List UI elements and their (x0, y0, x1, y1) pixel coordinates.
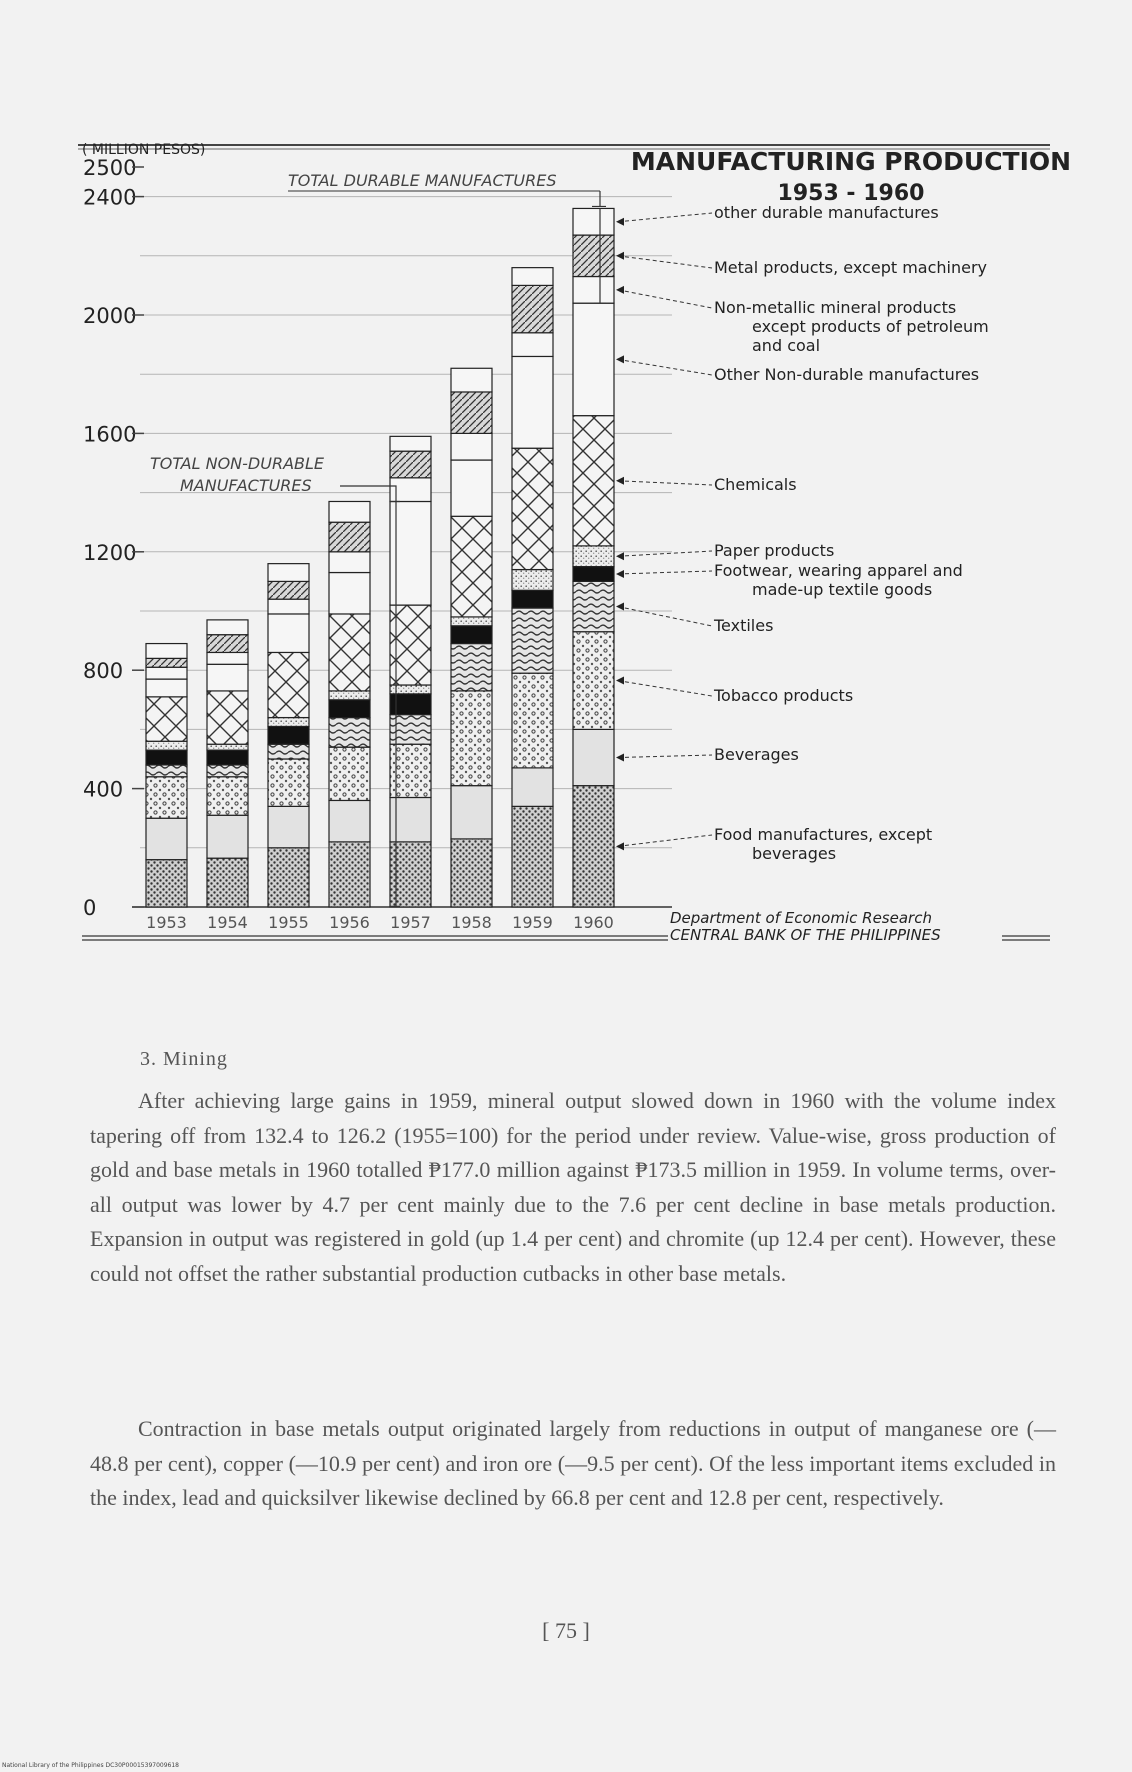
bar-segment (146, 658, 187, 667)
bar-segment (146, 765, 187, 777)
x-tick-label: 1957 (390, 913, 431, 932)
legend-leader-line (618, 755, 712, 758)
x-axis-ticks (146, 913, 614, 932)
bar-segment (268, 744, 309, 759)
bar-segment (329, 800, 370, 841)
legend-label: other durable manufactures (714, 203, 939, 222)
legend-arrowhead (616, 842, 624, 850)
bar-segment (451, 691, 492, 786)
bar-segment (146, 777, 187, 818)
legend-label: Paper products (714, 541, 835, 560)
bar-segment (573, 303, 614, 415)
chart-title: MANUFACTURING PRODUCTION (630, 147, 1072, 176)
legend-arrowhead (616, 252, 624, 260)
bar-segment (207, 635, 248, 653)
bar-segment (573, 208, 614, 235)
bar-segment (329, 522, 370, 552)
bar-segment (268, 614, 309, 652)
bar-segment (512, 356, 553, 448)
legend-label: made-up textile goods (752, 580, 933, 599)
legend-leader-line (618, 571, 712, 574)
legend (616, 203, 989, 863)
legend-arrowhead (616, 355, 624, 363)
y-tick-label: 2500 (83, 156, 137, 180)
y-tick-label: 800 (83, 659, 124, 684)
x-tick-label: 1958 (451, 913, 492, 932)
nondurable-bracket-label: TOTAL NON-DURABLE (150, 454, 325, 473)
bar-segment (451, 460, 492, 516)
bar-segment (512, 590, 553, 608)
bar-segment (329, 614, 370, 691)
bar-segment (512, 448, 553, 569)
bar-segment (207, 664, 248, 691)
legend-arrowhead (616, 570, 624, 578)
bar-segment (573, 581, 614, 631)
legend-label: Metal products, except machinery (714, 258, 988, 277)
bar-segment (329, 842, 370, 907)
legend-leader-line (618, 681, 712, 696)
legend-label: Textiles (714, 616, 774, 635)
legend-leader-line (618, 607, 712, 626)
bar-segment (329, 700, 370, 718)
bar-segment (146, 750, 187, 765)
legend-label: Tobacco products (714, 686, 854, 705)
bar-segment (268, 564, 309, 582)
x-tick-label: 1959 (512, 913, 553, 932)
bar-segment (268, 581, 309, 599)
bar-segment (573, 546, 614, 567)
bar-segment (268, 848, 309, 907)
bar-segment (451, 786, 492, 839)
bar-segment (573, 277, 614, 304)
legend-label: beverages (752, 844, 837, 863)
footer-id: National Library of the Philippines DC30P00015397009618 (2, 1762, 179, 1769)
legend-arrowhead (616, 477, 624, 485)
legend-label: Food manufactures, except (714, 825, 933, 844)
paragraph-1: After achieving large gains in 1959, mineral output slowed down in 1960 with the volume index tapering off from 132.4 to 126.2 (1955=100) for the period under review. Value-wise, gross production of gold and base metals in 1960 totalled ₱177.0 million against ₱173.5 million in 1959. In volume terms, over-all output was lower by 4.7 per cent mainly due to the 7.6 per cent decline in base metals production. Expansion in output was registered in gold (up 1.4 per cent) and chromite (up 12.4 per cent). However, these could not offset the rather substantial production cutbacks in other base metals. (90, 1088, 1056, 1286)
bar-segment (207, 815, 248, 858)
legend-leader-line (618, 835, 712, 846)
y-tick-label: 0 (83, 896, 97, 920)
bar-segment (573, 729, 614, 785)
bar-segment (268, 599, 309, 614)
y-axis-unit-label: ( MILLION PESOS) (82, 142, 206, 158)
bar-segment (390, 451, 431, 478)
x-tick-label: 1960 (573, 913, 614, 932)
legend-leader-line (618, 359, 712, 375)
legend-label: Non-metallic mineral products (714, 298, 957, 317)
bar-segment (207, 750, 248, 765)
bar-segment (451, 392, 492, 433)
durable-bracket-label: TOTAL DURABLE MANUFACTURES (288, 171, 557, 190)
bar-segment (146, 697, 187, 741)
bar-segment (207, 777, 248, 815)
legend-label: except products of petroleum (752, 317, 989, 336)
bar-segment (268, 726, 309, 744)
page-number: [ 75 ] (542, 1618, 590, 1643)
bar-segment (268, 718, 309, 727)
source-line-2: CENTRAL BANK OF THE PHILIPPINES (670, 926, 941, 944)
legend-leader-line (618, 481, 712, 485)
x-tick-label: 1956 (329, 913, 370, 932)
bar-segment (329, 691, 370, 700)
bars (146, 208, 614, 907)
bar-segment (268, 806, 309, 847)
bar-segment (207, 620, 248, 635)
bar-segment (329, 552, 370, 573)
bar-segment (268, 652, 309, 717)
bar-segment (207, 652, 248, 664)
bar-segment (451, 839, 492, 907)
bar-segment (207, 691, 248, 744)
bar-segment (329, 573, 370, 614)
bar-segment (512, 768, 553, 806)
bar-segment (512, 268, 553, 286)
bar-segment (329, 747, 370, 800)
section-heading: 3. Mining (140, 1048, 228, 1070)
legend-arrowhead (616, 552, 624, 560)
bar-segment (146, 644, 187, 659)
legend-arrowhead (616, 754, 624, 762)
y-tick-label: 400 (83, 777, 124, 802)
bar-segment (146, 860, 187, 907)
y-tick-label: 1200 (83, 540, 137, 565)
bar-segment (451, 516, 492, 617)
y-tick-label: 2400 (83, 185, 137, 210)
bar-segment (512, 570, 553, 591)
nondurable-bracket-label: MANUFACTURES (180, 476, 312, 495)
y-axis-ticks (83, 156, 144, 920)
legend-label: Beverages (714, 745, 799, 764)
bar-segment (573, 632, 614, 730)
bar-segment (573, 567, 614, 582)
y-tick-label: 2000 (83, 304, 137, 328)
source-line-1: Department of Economic Research (670, 909, 932, 927)
bar-segment (207, 765, 248, 777)
legend-label: Footwear, wearing apparel and (714, 561, 963, 580)
chart-subtitle: 1953 - 1960 (777, 181, 925, 206)
y-tick-label: 1600 (83, 422, 137, 447)
legend-arrowhead (616, 218, 624, 226)
bar-segment (512, 285, 553, 332)
legend-arrowhead (616, 677, 624, 685)
x-tick-label: 1954 (207, 913, 248, 932)
bar-segment (146, 741, 187, 750)
bar-segment (451, 617, 492, 626)
bar-segment (329, 718, 370, 748)
bar-segment (146, 667, 187, 679)
legend-label: Chemicals (714, 475, 797, 494)
bar-segment (207, 858, 248, 907)
x-tick-label: 1953 (146, 913, 187, 932)
legend-label: and coal (752, 336, 821, 355)
bar-segment (329, 501, 370, 522)
bar-segment (207, 744, 248, 750)
bar-segment (512, 333, 553, 357)
paragraph-2: Contraction in base metals output originated largely from reductions in output of manganese ore (—48.8 per cent), copper (—10.9 per cent) and iron ore (—9.5 per cent). Of the less important items excluded in the index, lead and quicksilver likewise declined by 66.8 per cent and 12.8 per cent, respectively. (90, 1416, 1056, 1510)
legend-arrowhead (616, 603, 624, 611)
bar-segment (146, 679, 187, 697)
bar-segment (451, 626, 492, 644)
bar-segment (573, 416, 614, 546)
bar-segment (268, 759, 309, 806)
bar-segment (573, 235, 614, 276)
bar-segment (390, 436, 431, 451)
bar-segment (573, 786, 614, 907)
bar-segment (512, 608, 553, 673)
bar-segment (512, 673, 553, 768)
bar-segment (451, 644, 492, 691)
legend-arrowhead (616, 286, 624, 294)
legend-label: Other Non-durable manufactures (714, 365, 980, 384)
bar-segment (146, 818, 187, 859)
legend-leader-line (618, 213, 712, 222)
bar-segment (512, 806, 553, 907)
bar-segment (451, 368, 492, 392)
x-tick-label: 1955 (268, 913, 309, 932)
legend-leader-line (618, 290, 712, 308)
bar-segment (451, 433, 492, 460)
legend-leader-line (618, 256, 712, 268)
